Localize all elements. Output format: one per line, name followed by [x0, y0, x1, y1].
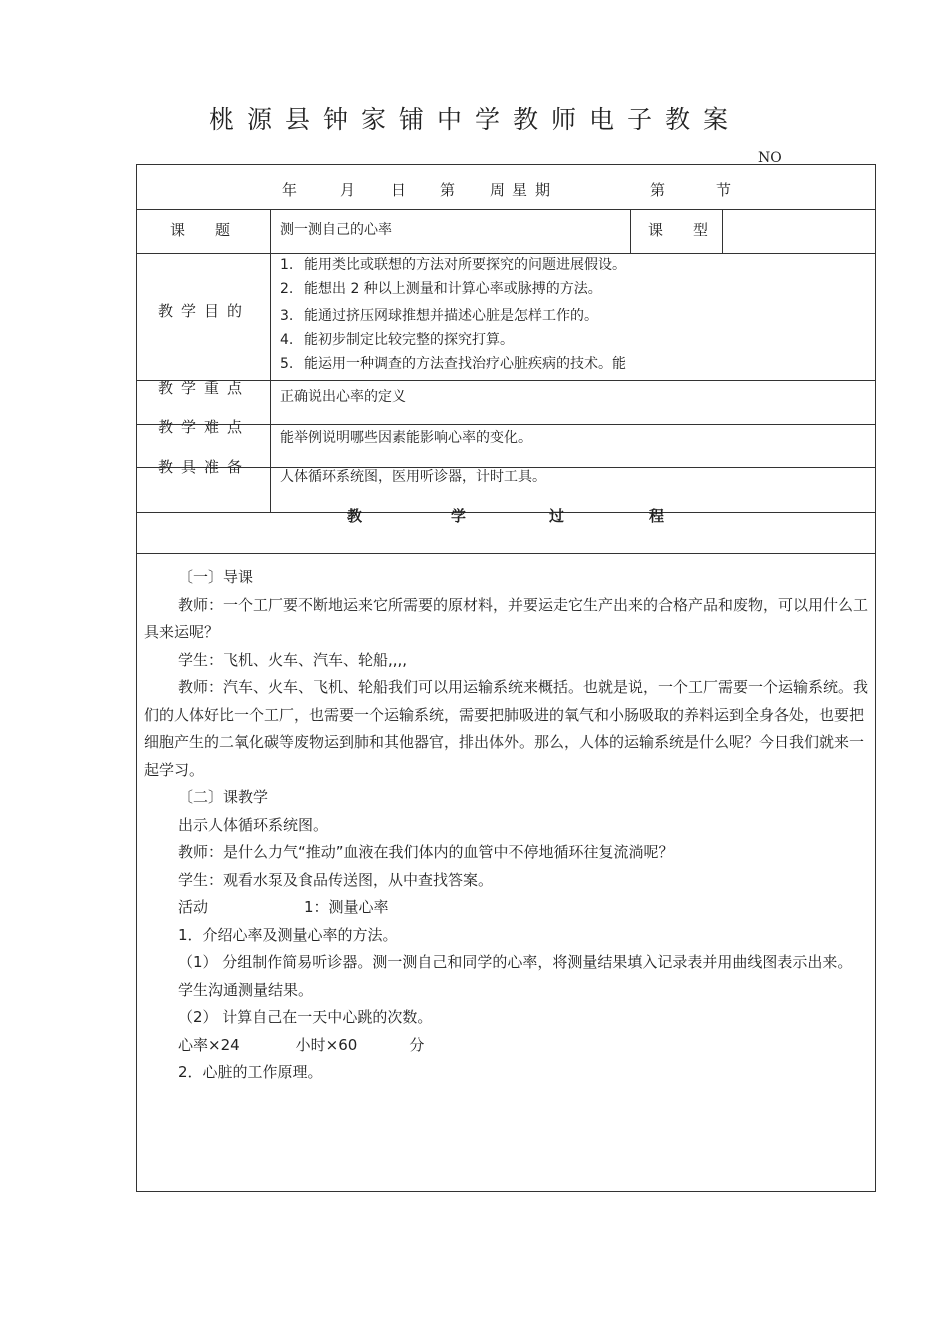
objective-number: 3.: [280, 308, 294, 324]
page-title: 桃源县钟家铺中学教师电子教案: [208, 105, 741, 134]
formula-line: [144, 1032, 870, 1060]
section-heading: 〔一〕导课: [178, 568, 254, 586]
column-divider: [630, 209, 631, 253]
objective-item: [280, 305, 598, 325]
lesson-type-label: 课型: [648, 221, 739, 239]
column-divider: [270, 209, 271, 512]
activity-label: 活动: [178, 898, 209, 916]
topic-label: 课题: [170, 221, 261, 239]
objective-number: 2.: [280, 281, 294, 297]
week-suffix: 周: [490, 181, 506, 199]
date-month: 月: [340, 181, 356, 199]
materials-value: 人体循环系统图，医用听诊器，计时工具。: [280, 469, 546, 485]
row-divider: [136, 209, 876, 210]
date-day: 日: [391, 181, 407, 199]
body-paragraph: 1．介绍心率及测量心率的方法。: [178, 925, 398, 944]
body-paragraph: 教师：是什么力气“推动”血液在我们体内的血管中不停地循环往复流淌呢？: [178, 843, 674, 861]
objective-text: 能初步制定比较完整的探究打算。: [304, 332, 514, 348]
formula-part: 分: [409, 1035, 425, 1054]
body-paragraph: 学生：观看水泵及食品传送图，从中查找答案。: [178, 870, 494, 889]
process-heading-char: 过: [549, 507, 565, 525]
period-suffix: 节: [716, 181, 732, 199]
objective-text: 能用类比或联想的方法对所要探究的问题进展假设。: [304, 257, 626, 273]
objective-item: [280, 329, 514, 349]
key-point-label: 教学重点: [158, 379, 251, 397]
difficulty-label: 教学难点: [158, 418, 251, 436]
process-heading-char: 教: [347, 507, 363, 525]
body-paragraph: 学生：飞机、火车、汽车、轮船,,,,: [178, 650, 408, 669]
activity-line: [144, 894, 870, 922]
body-paragraph: 教师：汽车、火车、飞机、轮船我们可以用运输系统来概括。也就是说，一个工厂需要一个运输系统。我们的人体好比一个工厂，也需要一个运输系统，需要把肺吸进的氧气和小肠吸取的养料运到全身各处，也要把细胞产生的二氧化碳等废物运到肺和其他器官，排出体外。那么，人体的运输系统是什么呢？今日我们就来一起学习。: [144, 678, 869, 779]
row-divider: [136, 553, 876, 554]
process-heading-char: 程: [649, 507, 665, 525]
week-prefix: 第: [440, 181, 456, 199]
body-paragraph: 2．心脏的工作原理。: [178, 1063, 323, 1081]
objective-number: 5.: [280, 356, 294, 372]
body-paragraph: 出示人体循环系统图。: [178, 815, 329, 834]
section-heading: 〔二〕课教学: [178, 788, 269, 806]
objective-item: [280, 278, 602, 298]
objective-number: 4.: [280, 332, 294, 348]
objective-text: 能运用一种调查的方法查找治疗心脏疾病的技术。能: [304, 356, 626, 372]
objective-item: [280, 353, 626, 373]
body-paragraph: （1） 分组制作简易听诊器。测一测自己和同学的心率，将测量结果填入记录表并用曲线图表示出来。: [178, 953, 853, 971]
period-prefix: 第: [650, 181, 666, 199]
objectives-label: 教学目的: [158, 302, 251, 320]
difficulty-value: 能举例说明哪些因素能影响心率的变化。: [280, 430, 532, 446]
activity-title: 1：测量心率: [304, 898, 389, 916]
objective-item: [280, 254, 626, 274]
topic-value: 测一测自己的心率: [280, 222, 392, 238]
weekday-label: 星期: [512, 181, 559, 199]
objective-text: 能通过挤压网球推想并描述心脏是怎样工作的。: [304, 308, 598, 324]
objective-text: 能想出 2 种以上测量和计算心率或脉搏的方法。: [304, 281, 602, 297]
process-heading-char: 学: [451, 507, 467, 525]
body-paragraph: 教师：一个工厂要不断地运来它所需要的原材料，并要运走它生产出来的合格产品和废物，可以用什么工具来运呢？: [144, 595, 869, 641]
objective-number: 1.: [280, 257, 294, 273]
formula-part: 小时×60: [295, 1035, 358, 1054]
date-year: 年: [282, 181, 298, 199]
materials-label: 教具准备: [158, 458, 251, 476]
body-paragraph: 学生沟通测量结果。: [178, 980, 314, 999]
number-label: NO: [758, 150, 782, 166]
body-paragraph: （2） 计算自己在一天中心跳的次数。: [178, 1008, 433, 1026]
formula-part: 心率×24: [178, 1035, 240, 1054]
lesson-body: [144, 564, 870, 1087]
row-divider: [136, 512, 876, 513]
key-point-value: 正确说出心率的定义: [280, 389, 406, 405]
